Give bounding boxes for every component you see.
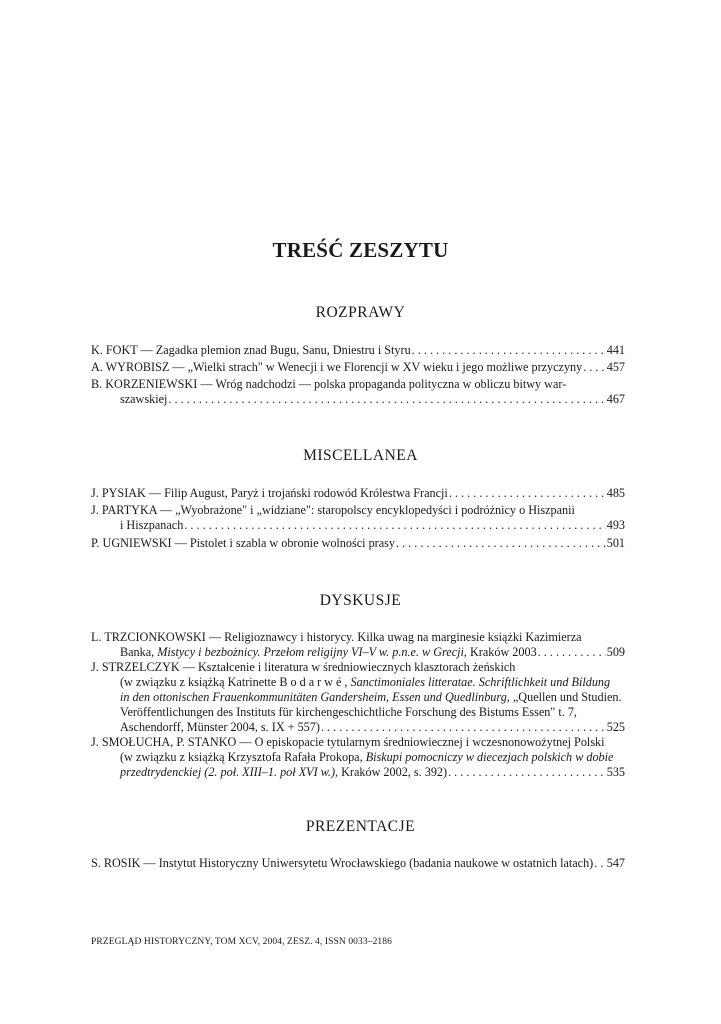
book-title-continued: przedtrydenckiej (2. poł. XIII–1. poł XVI w.) bbox=[120, 765, 336, 779]
entry-text-continued: in den ottonischen Frauenkommunitäten Gandersheim, Essen und Quedlinburg, „Quellen und Studien. bbox=[120, 690, 622, 704]
leader-dots bbox=[321, 720, 606, 735]
page-number: 509 bbox=[606, 645, 625, 659]
page-number: 457 bbox=[606, 360, 625, 374]
entry-text-continued: przedtrydenckiej (2. poł. XIII–1. poł XVI w.), Kraków 2002, s. 392) bbox=[120, 765, 448, 779]
page-number: 441 bbox=[606, 343, 625, 357]
page-number: 525 bbox=[606, 720, 625, 734]
author-name-spaced: Bodarwé bbox=[279, 675, 345, 689]
leader-dots bbox=[396, 536, 606, 551]
entry-text-continued: i Hiszpanach bbox=[120, 518, 184, 532]
toc-entry-smolucha-stanko[interactable] bbox=[91, 735, 625, 780]
entry-text: J. PYSIAK — Filip August, Paryż i trojański rodowód Królestwa Francji bbox=[91, 486, 448, 500]
page-number: 535 bbox=[606, 765, 625, 779]
page-number: 547 bbox=[606, 856, 625, 870]
section-heading-miscellanea: MISCELLANEA bbox=[303, 447, 418, 464]
book-title: Mistycy i bezbożnicy. Przełom religijny VI–V w. p.n.e. w Grecji bbox=[157, 645, 464, 659]
entry-text: J. STRZELCZYK — Kształcenie i literatura w średniowiecznych klasztorach żeńskich bbox=[91, 660, 516, 674]
entry-text-continued: szawskiej bbox=[120, 392, 168, 406]
leader-dots bbox=[448, 765, 606, 780]
entry-text-continued: (w związku z książką Krzysztofa Rafała Prokopa, Biskupi pomocniczy w diecezjach polskich w dobie bbox=[120, 750, 614, 764]
entry-text: K. FOKT — Zagadka plemion znad Bugu, Sanu, Dniestru i Styru bbox=[91, 343, 411, 357]
entry-text: J. PARTYKA — „Wyobrażone" i „widziane": staropolscy encyklopedyści i podróżnicy o Hiszpanii bbox=[91, 503, 575, 517]
section-heading-dyskusje: DYSKUSJE bbox=[319, 592, 402, 609]
toc-entry-wyrobisz[interactable] bbox=[91, 360, 625, 375]
leader-dots bbox=[449, 486, 606, 501]
toc-entry-ugniewski[interactable] bbox=[91, 536, 625, 551]
toc-entry-trzcionkowski[interactable] bbox=[91, 630, 625, 660]
page-number: 493 bbox=[606, 518, 625, 532]
journal-footer: PRZEGLĄD HISTORYCZNY, TOM XCV, 2004, ZESZ. 4, ISSN 0033–2186 bbox=[91, 937, 392, 947]
toc-entry-pysiak[interactable] bbox=[91, 486, 625, 501]
section-heading-prezentacje: PREZENTACJE bbox=[305, 818, 416, 835]
toc-entry-korzeniewski[interactable] bbox=[91, 377, 625, 407]
entry-text-continued: Veröffentlichungen des Instituts für kirchengeschichtliche Forschung des Bistums Essen" t. 7, bbox=[120, 705, 577, 719]
leader-dots bbox=[184, 518, 605, 533]
toc-entry-strzelczyk[interactable] bbox=[91, 660, 625, 735]
entry-text-continued: Banka, Mistycy i bezbożnicy. Przełom religijny VI–V w. p.n.e. w Grecji, Kraków 2003 bbox=[120, 645, 537, 659]
toc-entry-rosik[interactable] bbox=[91, 856, 625, 871]
page-title: TREŚĆ ZESZYTU bbox=[272, 238, 449, 262]
entry-text: S. ROSIK — Instytut Historyczny Uniwersytetu Wrocławskiego (badania naukowe w ostatnich latach) bbox=[91, 856, 594, 870]
entry-text: L. TRZCIONKOWSKI — Religioznawcy i historycy. Kilka uwag na marginesie książki Kazimierza bbox=[91, 630, 582, 644]
leader-dots bbox=[583, 360, 605, 375]
entry-text: J. SMOŁUCHA, P. STANKO — O episkopacie tytularnym średniowiecznej i wczesnonowożytnej Polski bbox=[91, 735, 605, 749]
page-number: 501 bbox=[606, 536, 625, 550]
page-number: 467 bbox=[606, 392, 625, 406]
page-number: 485 bbox=[606, 486, 625, 500]
leader-dots bbox=[594, 856, 605, 871]
section-heading-rozprawy: ROZPRAWY bbox=[315, 304, 406, 321]
leader-dots bbox=[168, 392, 605, 407]
book-title: Sanctimoniales litteratae. Schriftlichkeit und Bildung bbox=[350, 675, 611, 689]
book-title: Biskupi pomocniczy w diecezjach polskich w dobie bbox=[365, 750, 614, 764]
leader-dots bbox=[538, 645, 606, 660]
entry-text-continued: Aschendorff, Münster 2004, s. IX + 557) bbox=[120, 720, 320, 734]
entry-text: A. WYROBISZ — „Wielki strach" w Wenecji i we Florencji w XV wieku i jego możliwe przyczyny bbox=[91, 360, 583, 374]
book-title-continued: in den ottonischen Frauenkommunitäten Gandersheim, Essen und Quedlinburg bbox=[120, 690, 507, 704]
entry-text: P. UGNIEWSKI — Pistolet i szabla w obronie wolności prasy bbox=[91, 536, 395, 550]
entry-text: B. KORZENIEWSKI — Wróg nadchodzi — polska propaganda polityczna w obliczu bitwy war- bbox=[91, 377, 567, 391]
toc-entry-partyka[interactable] bbox=[91, 503, 625, 533]
toc-entry-fokt[interactable] bbox=[91, 343, 625, 358]
entry-text-continued: (w związku z książką Katrinette Bodarwé, Sanctimoniales litteratae. Schriftlichkeit und Bildung bbox=[120, 675, 611, 689]
leader-dots bbox=[412, 343, 606, 358]
